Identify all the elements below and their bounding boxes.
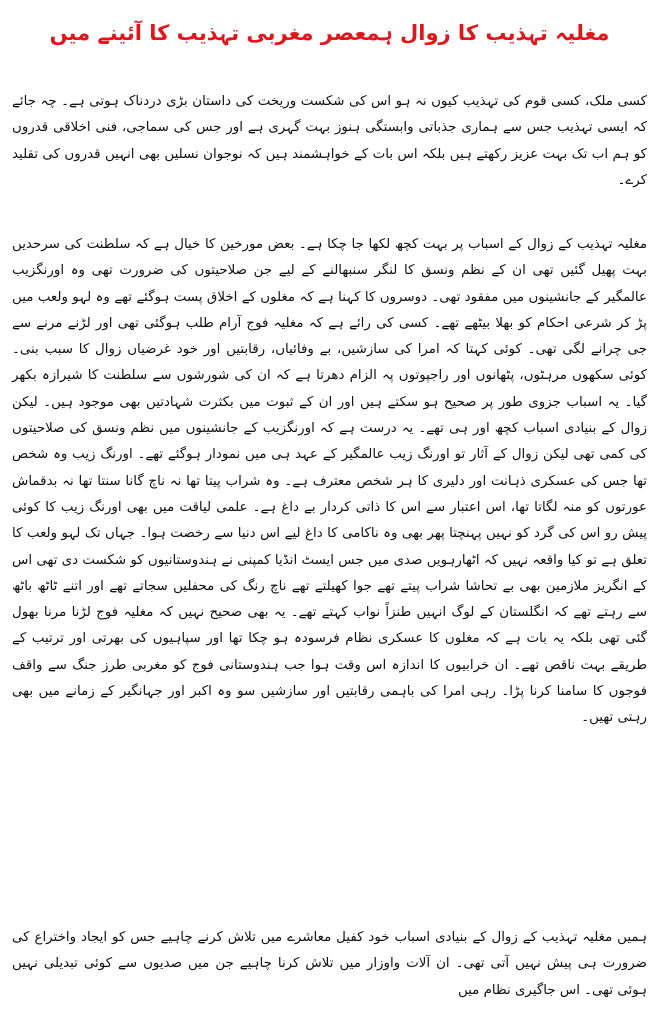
intro-paragraph: کسی ملک، کسی قوم کی تہذیب کیوں نہ ہو اس کی شکست وریخت کی داستان بڑی دردناک ہوتی ہے۔ چہ جائے کہ ایسی تہذیب جس سے ہماری جذباتی وابستگی ہنوز بہت گہری ہے اور جس کی سماجی، فنی اخلاقی قدروں کو ہم اب تک بہت عزیز رکھتے ہیں بلکہ اس بات کے خواہشمند ہیں کہ نوجوان نسلیں بھی انہیں قدروں کی تقلید کرے۔	[12, 94, 647, 188]
conclusion-paragraph: ہمیں مغلیہ تہذیب کے زوال کے بنیادی اسباب خود کفیل معاشرے میں تلاش کرنے چاہیے جس کو ایجاد واختراع کی ضرورت ہی پیش نہیں آتی تھی۔ ان آلات واوزار میں تلاش کرنا چاہیے جن میں صدیوں سے کوئی تبدیلی نہیں ہوئی تھی۔ اس جاگیری نظام میں	[12, 930, 647, 998]
causes-paragraph: مغلیہ تہذیب کے زوال کے اسباب پر بہت کچھ لکھا جا چکا ہے۔ بعض مورخین کا خیال ہے کہ سلطنت کی سرحدیں بہت پھیل گئیں تھی ان کے نظم ونسق کا لنگر سنبھالنے کے لیے جن صلاحیتوں کی ضرورت تھی وہ اورنگزیب عالمگیر کے جانشینوں میں مفقود تھی۔ دوسروں کا کہنا ہے کہ مغلوں کے اخلاق پست ہوگئے تھے وہ لہو ولعب میں پڑ کر شرعی احکام کو بھلا بیٹھے تھے۔ کسی کی رائے ہے کہ مغلیہ فوج آرام طلب ہوگئی تھی اور لڑنے مرنے سے جی چرانے لگی تھی۔ کوئی کہتا کہ امرا کی سازشیں، بے وفائیاں، رقابتیں اور خود غرضیاں زوال کا سبب بنی۔ کوئی سکھوں مرہٹوں، پٹھانوں اور راجپوتوں پہ الزام دھرتا ہے کہ ان کی شورشوں سے سلطنت کا شیرازہ بکھر گیا۔ یہ اسباب جزوی طور پر صحیح ہو سکتے ہیں اور ان کے ثبوت میں بکثرت شہادتیں بھی موجود ہیں۔ لیکن زوال کے بنیادی اسباب کچھ اور ہی تھے۔ یہ درست ہے کہ اورنگزیب کے جانشینوں میں نظم ونسق کی صلاحیتوں کی کمی تھی لیکن زوال کے آثار تو اورنگ زیب عالمگیر کے عہد ہی میں نمودار ہوگئے تھے۔ اورنگ زیب وہ شخص تھا جس کی عسکری ذہانت اور دلیری کا ہر شخص معترف ہے۔ وہ شراب پیتا تھا نہ ناچ گانا سنتا تھا نہ بدقماش عورتوں کو منہ لگاتا تھا، اس اعتبار سے اس کا ذاتی کردار بے داغ ہے۔ علمی لیاقت میں بھی اورنگ زیب کا کوئی پیش رو اس کی گرد کو نہیں پہنچتا پھر بھی وہ ناکامی کا داغ لیے اس دنیا سے رخصت ہوا۔ جہاں تک لہو ولعب کا تعلق ہے تو کیا واقعہ نہیں کہ اٹھارہویں صدی میں جس ایسٹ انڈیا کمپنی نے ہندوستانیوں کو شکست دی تھی اس کے انگریز ملازمین بھی بے تحاشا شراب پیتے تھے جوا کھیلتے تھے ناچ رنگ کی محفلیں سجاتے تھے اور اتنے ٹاٹھ باٹھ سے رہتے تھے کہ انگلستان کے لوگ انہیں طنزاً نواب کہتے تھے۔ یہ بھی صحیح نہیں کہ مغلیہ فوج لڑنا مرنا بھول گئی تھی بلکہ یہ بات ہے کہ مغلوں کا عسکری نظام فرسودہ ہو چکا تھا اور سپاہیوں کی بھرتی اور ترتیب کے طریقے بہت ناقص تھے۔ ان خرابیوں کا اندازہ اس وقت ہوا جب ہندوستانی فوج کو مغربی طرز جنگ سے واقف فوجوں کا سامنا کرنا پڑا۔ رہی امرا کی باہمی رقابتیں اور سازشیں سو وہ اکبر اور جہانگیر کے زمانے میں بھی رہتی تھیں۔	[12, 237, 647, 726]
article-title: مغلیہ تہذیب کا زوال ہمعصر مغربی تہذیب کا آئینے میں	[49, 21, 610, 45]
